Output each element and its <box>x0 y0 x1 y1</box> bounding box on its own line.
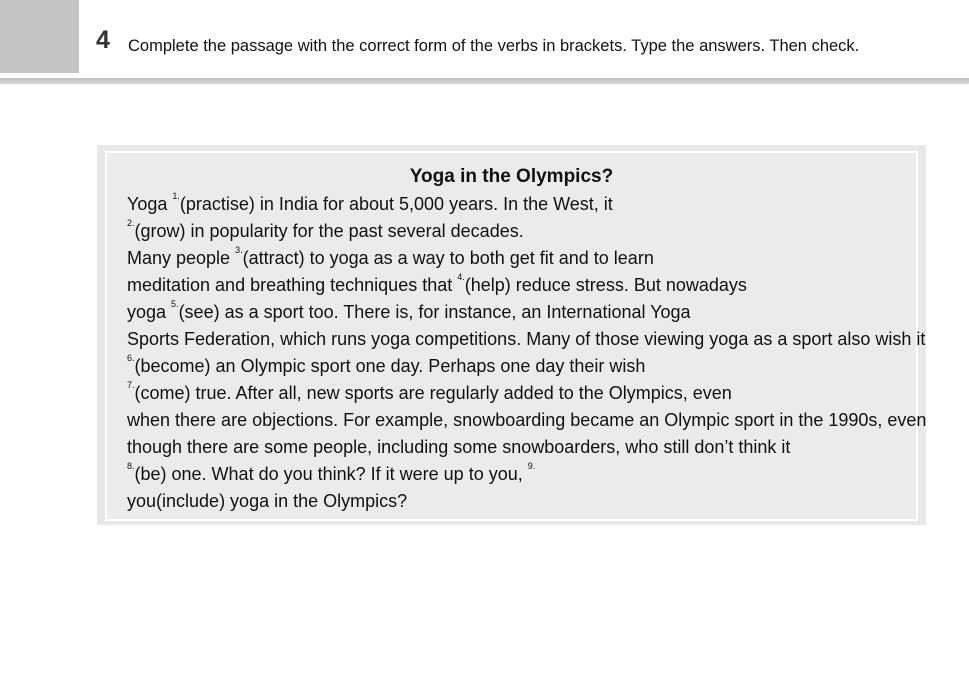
exercise-instructions: Complete the passage with the correct form of the verbs in brackets. Type the answers. Then check. <box>128 37 860 55</box>
gap-number: 1. <box>172 191 180 201</box>
gap-number: 4. <box>457 272 465 282</box>
header-tab <box>0 0 79 73</box>
passage-line: Sports Federation, which runs yoga competitions. Many of those viewing yoga as a sport also wish it <box>127 329 926 349</box>
passage-line: meditation and breathing techniques that $^{4.}$(help) reduce stress. But nowadays <box>127 272 747 295</box>
passage-line: $^{6.}$(become) an Olympic sport one day. Perhaps one day their wish <box>127 353 646 376</box>
exercise-number: 4 <box>96 26 110 54</box>
gap-number: 2. <box>127 218 135 228</box>
passage-line: $^{2.}$(grow) in popularity for the past several decades. <box>127 218 524 241</box>
exercise-header <box>0 0 969 80</box>
gap-number: 6. <box>127 353 135 363</box>
passage-title: Yoga in the Olympics? <box>409 166 614 187</box>
passage-line: $^{7.}$(come) true. After all, new sports are regularly added to the Olympics, even <box>127 380 732 403</box>
gap-number: 7. <box>127 380 135 390</box>
header-divider <box>0 78 969 84</box>
passage-line: Many people $^{3.}$(attract) to yoga as a way to both get fit and to learn <box>127 245 654 268</box>
passage-line: Yoga $^{1.}$(practise) in India for about 5,000 years. In the West, it <box>127 191 613 214</box>
passage-line: $^{8.}$(be) one. What do you think? If it were up to you, $^{9.}$ <box>127 461 536 484</box>
passage-line: you(include) yoga in the Olympics? <box>127 491 408 511</box>
gap-number: 5. <box>171 299 179 309</box>
passage-line: yoga $^{5.}$(see) as a sport too. There is, for instance, an International Yoga <box>127 299 691 322</box>
passage-line: when there are objections. For example, snowboarding became an Olympic sport in the 1990s, even <box>127 410 927 430</box>
gap-number: 8. <box>127 461 135 471</box>
passage-panel <box>97 145 926 525</box>
passage-line: though there are some people, including some snowboarders, who still don’t think it <box>127 437 791 457</box>
passage-box <box>105 151 927 521</box>
gap-number: 3. <box>235 245 243 255</box>
gap-number: 9. <box>527 461 536 471</box>
